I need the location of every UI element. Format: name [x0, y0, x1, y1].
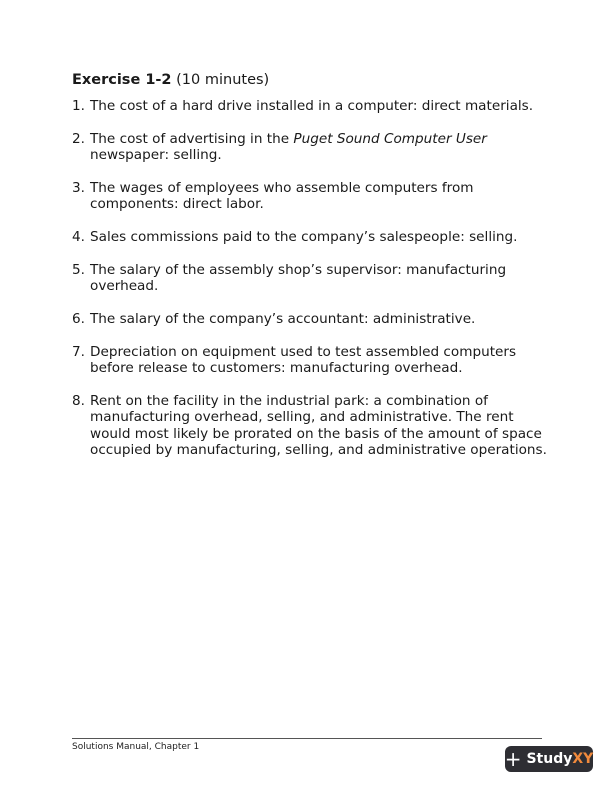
item-text-pre: The cost of advertising in the [90, 130, 294, 147]
item-number: 4. [72, 229, 85, 246]
list-item [72, 131, 552, 164]
item-text: The wages of employees who assemble computers from components: direct labor. [90, 179, 474, 213]
item-text: Sales commissions paid to the company’s salespeople: selling. [90, 229, 518, 246]
list-item [72, 180, 552, 213]
item-text: Rent on the facility in the industrial park: a combination of manufacturing overhead, selling, and administrative. The rent would most likely be prorated on the basis of the amount of space occupied by manufacturing, selling, and administrative operations. [90, 392, 547, 459]
item-text-post: newspaper: selling. [90, 147, 222, 164]
list-item [72, 344, 552, 377]
item-text: The salary of the company’s accountant: administrative. [90, 310, 476, 327]
newspaper-title: Puget Sound Computer User [293, 130, 487, 147]
list-item [72, 229, 552, 246]
item-text: The salary of the assembly shop’s supervisor: manufacturing overhead. [90, 261, 507, 295]
item-text: Depreciation on equipment used to test assembled computers before release to customers: manufacturing overhead. [90, 343, 517, 377]
item-number: 3. [72, 179, 85, 196]
list-item [72, 393, 552, 459]
item-text: The cost of a hard drive installed in a computer: direct materials. [90, 98, 534, 114]
list-item [72, 311, 552, 328]
item-number: 7. [72, 343, 85, 360]
item-number: 1. [72, 98, 85, 114]
brand-xy: XY [572, 751, 594, 767]
brand-logo [526, 751, 593, 767]
list-item [72, 98, 552, 115]
item-number: 5. [72, 261, 85, 278]
item-text [90, 131, 552, 164]
item-number: 6. [72, 310, 85, 327]
item-number: 2. [72, 130, 85, 147]
footer-divider [72, 738, 542, 739]
answer-list [72, 98, 552, 475]
plus-icon: + [504, 747, 522, 771]
exercise-title-duration: (10 minutes) [171, 72, 270, 88]
exercise-title-bold: Exercise 1-2 [72, 72, 172, 88]
footer-caption: Solutions Manual, Chapter 1 [72, 742, 200, 752]
exercise-title [72, 71, 269, 89]
item-number: 8. [72, 392, 85, 409]
list-item [72, 262, 552, 295]
studyxy-badge[interactable] [505, 746, 593, 772]
brand-study: Study [526, 751, 573, 767]
